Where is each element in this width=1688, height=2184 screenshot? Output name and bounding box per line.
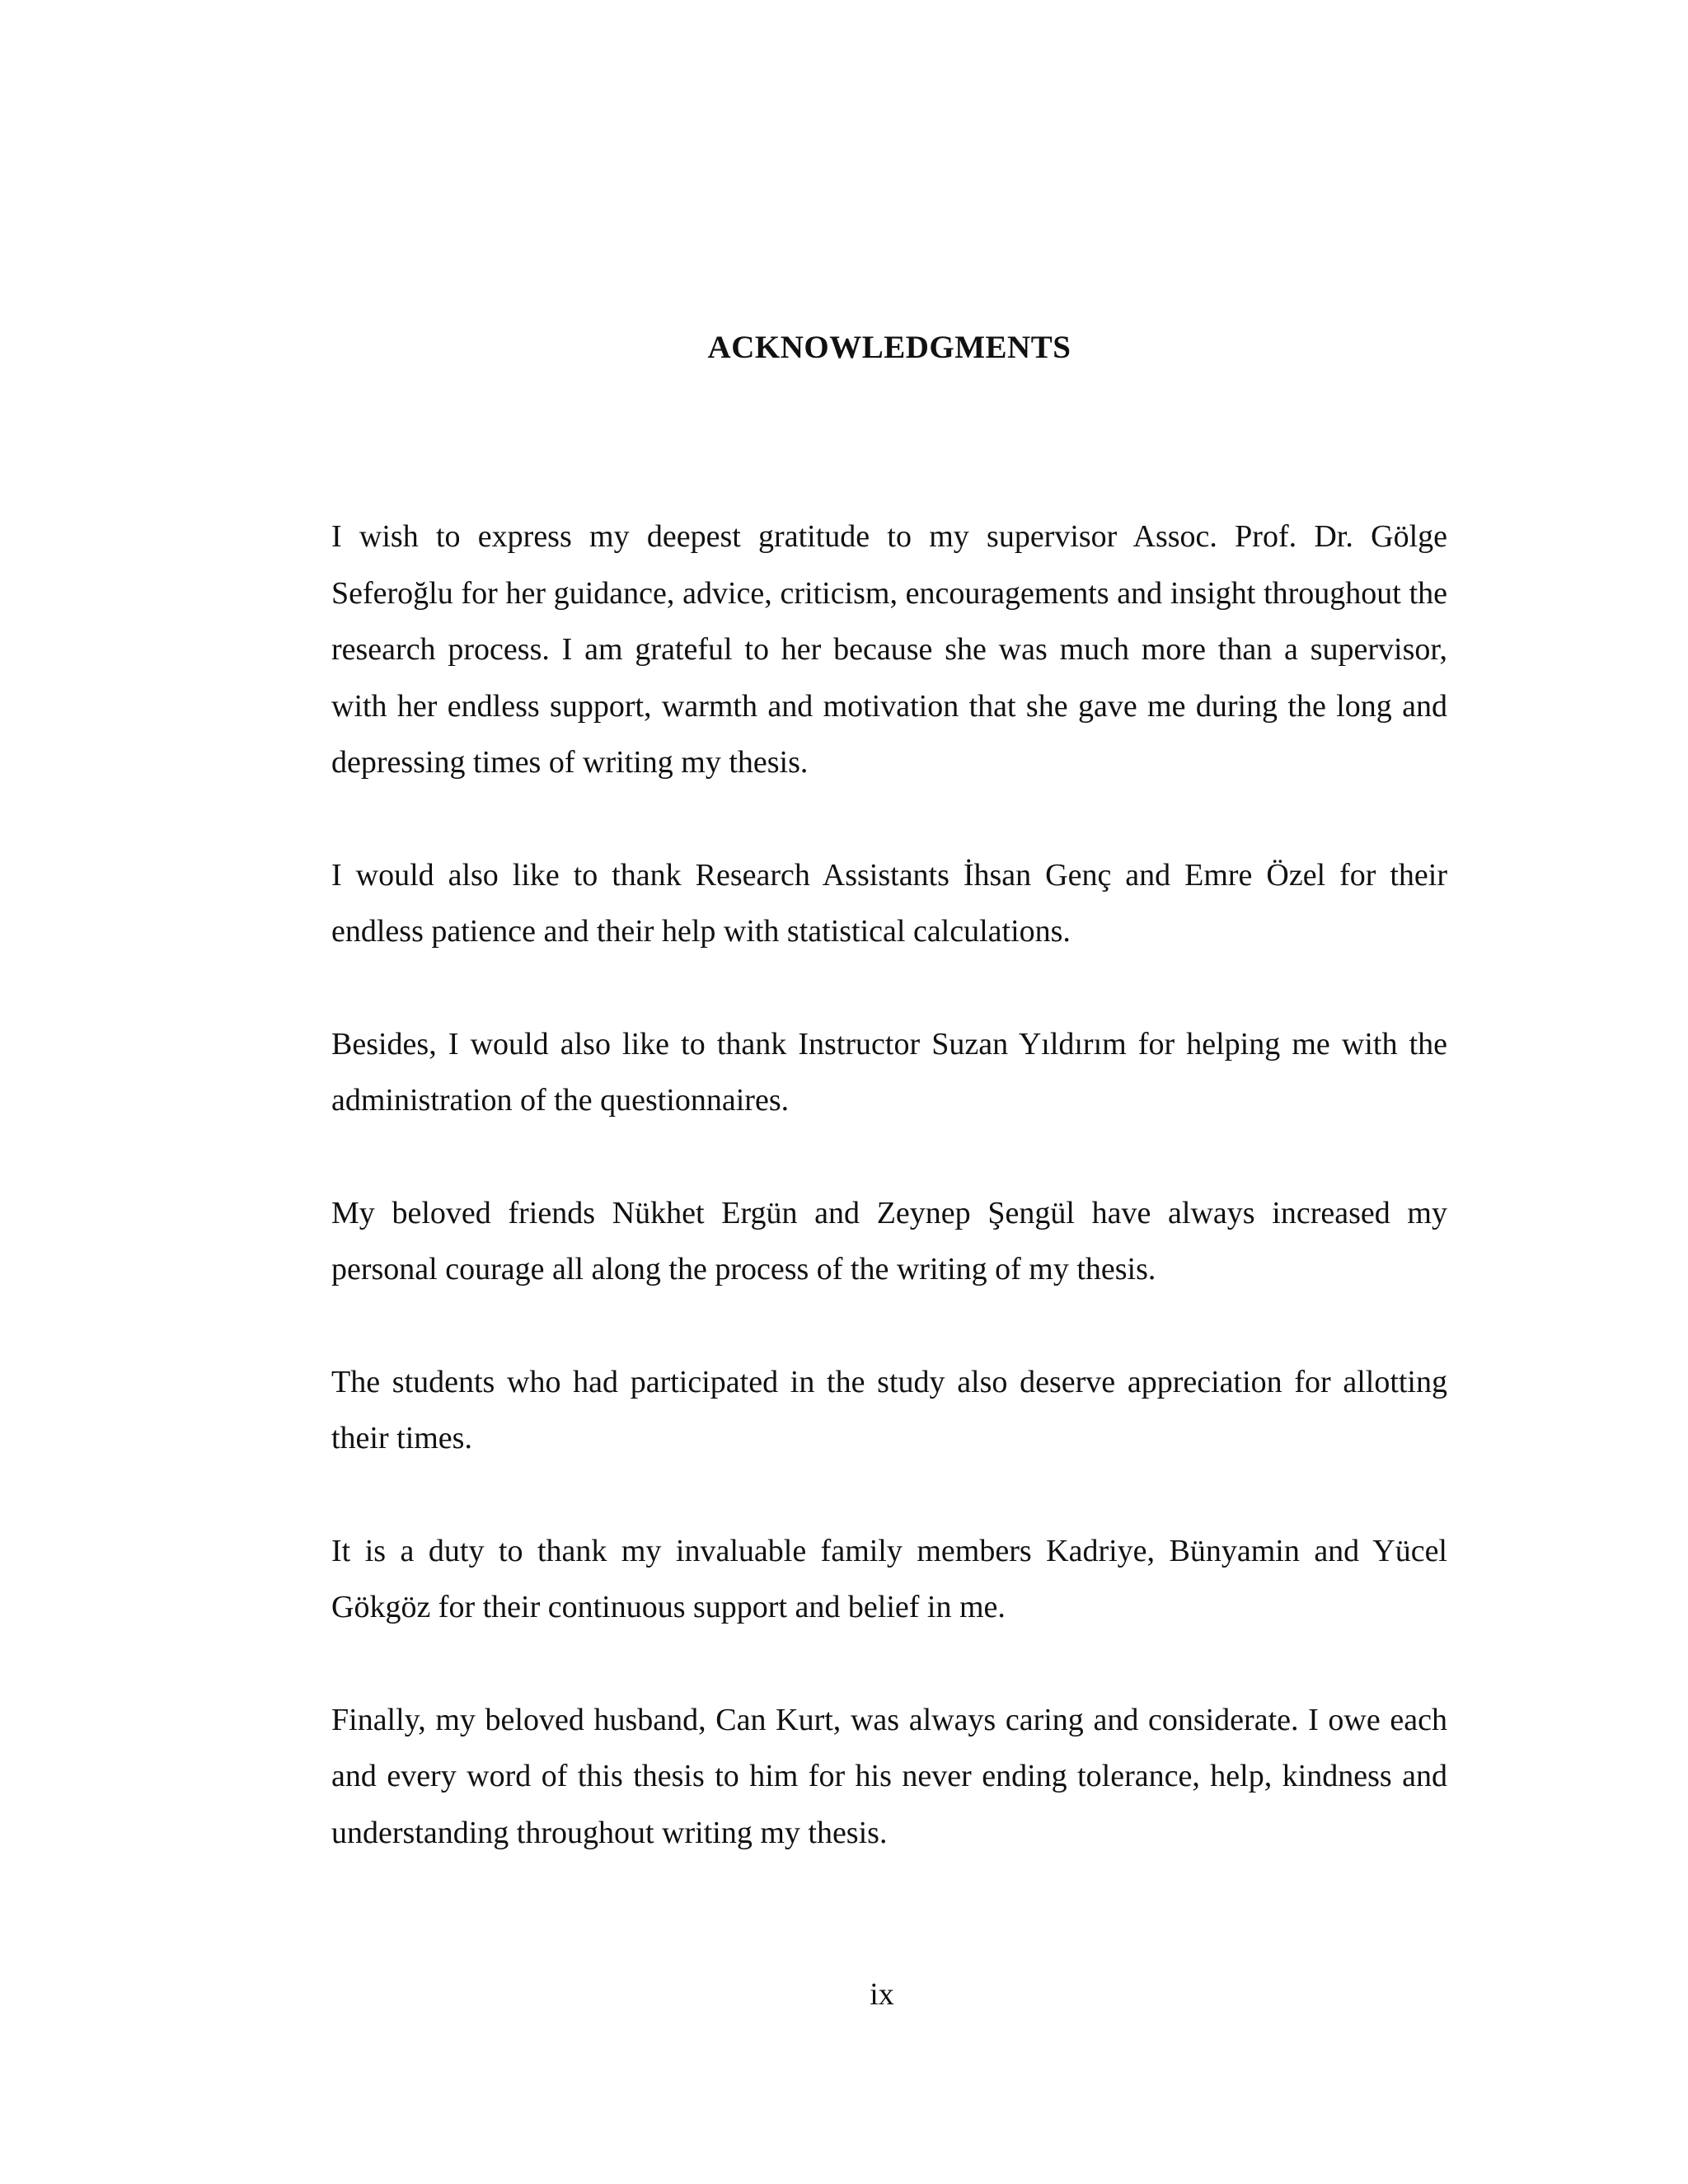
acknowledgments-body — [331, 509, 1447, 1917]
paragraph-supervisor: I wish to express my deepest gratitude to my supervisor Assoc. Prof. Dr. Gölge Seferoğlu for her guidance, advice, criticism, encouragements and insight throughout the research process. I am grateful to her because she was much more than a supervisor, with her endless support, warmth and motivation that she gave me during the long and depressing times of writing my thesis. — [331, 519, 1447, 780]
paragraph-research-assistants: I would also like to thank Research Assistants İhsan Genç and Emre Özel for their endless patience and their help with statistical calculations. — [331, 857, 1447, 949]
paragraph-husband: Finally, my beloved husband, Can Kurt, was always caring and considerate. I owe each and every word of this thesis to him for his never ending tolerance, help, kindness and understanding throughout writing my thesis. — [331, 1702, 1447, 1850]
paragraph-friends: My beloved friends Nükhet Ergün and Zeynep Şengül have always increased my personal courage all along the process of the writing of my thesis. — [331, 1195, 1447, 1286]
page-title: ACKNOWLEDGMENTS — [707, 330, 1071, 365]
paragraph-students: The students who had participated in the study also deserve appreciation for allotting their times. — [331, 1364, 1447, 1455]
paragraph-instructor: Besides, I would also like to thank Instructor Suzan Yıldırım for helping me with the administration of the questionnaires. — [331, 1026, 1447, 1118]
page-number: ix — [870, 1977, 894, 2012]
paragraph-family: It is a duty to thank my invaluable family members Kadriye, Bünyamin and Yücel Gökgöz for their continuous support and belief in me. — [331, 1533, 1447, 1624]
